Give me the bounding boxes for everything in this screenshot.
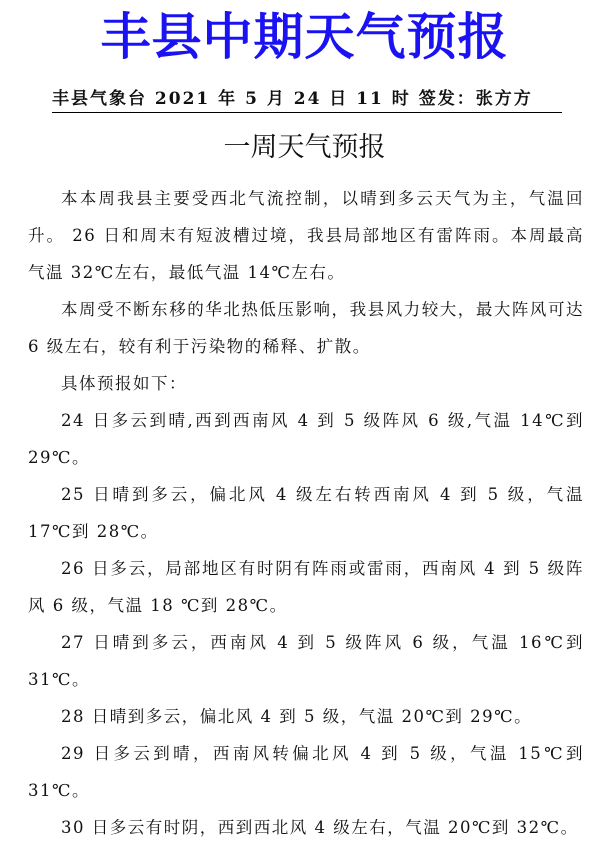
document-title: 丰县中期天气预报	[100, 8, 509, 66]
forecast-day-24: 24 日多云到晴,西到西南风 4 到 5 级阵风 6 级,气温 14℃到 29℃。	[28, 411, 584, 467]
section-title: 一周天气预报	[223, 132, 386, 163]
forecast-day-26: 26 日多云，局部地区有时阴有阵雨或雷雨，西南风 4 到 5 级阵风 6 级，气温 18 ℃到 28℃。	[28, 559, 584, 615]
forecast-day-25: 25 日晴到多云，偏北风 4 级左右转西南风 4 到 5 级，气温 17℃到 28℃。	[28, 485, 584, 541]
summary-paragraph: 本本周我县主要受西北气流控制，以晴到多云天气为主，气温回升。 26 日和周末有短波槽过境，我县局部地区有雷阵雨。本周最高气温 32℃左右，最低气温 14℃左右。	[28, 189, 584, 282]
forecast-intro: 具体预报如下：	[61, 374, 187, 393]
forecast-day-27: 27 日晴到多云，西南风 4 到 5 级阵风 6 级，气温 16℃到 31℃。	[28, 633, 584, 689]
forecast-day-28: 28 日晴到多云，偏北风 4 到 5 级，气温 20℃到 29℃。	[61, 707, 533, 726]
wind-paragraph: 本周受不断东移的华北热低压影响，我县风力较大，最大阵风可达 6 级左右，较有利于污染物的稀释、扩散。	[28, 300, 584, 356]
forecast-day-30: 30 日多云有时阴，西到西北风 4 级左右，气温 20℃到 32℃。	[61, 818, 579, 837]
forecast-day-29: 29 日多云到晴，西南风转偏北风 4 到 5 级，气温 15℃到 31℃。	[28, 744, 584, 800]
document-body	[28, 180, 584, 846]
issuer-line: 丰县气象台 2021 年 5 月 24 日 11 时 签发：张方方	[52, 88, 562, 113]
